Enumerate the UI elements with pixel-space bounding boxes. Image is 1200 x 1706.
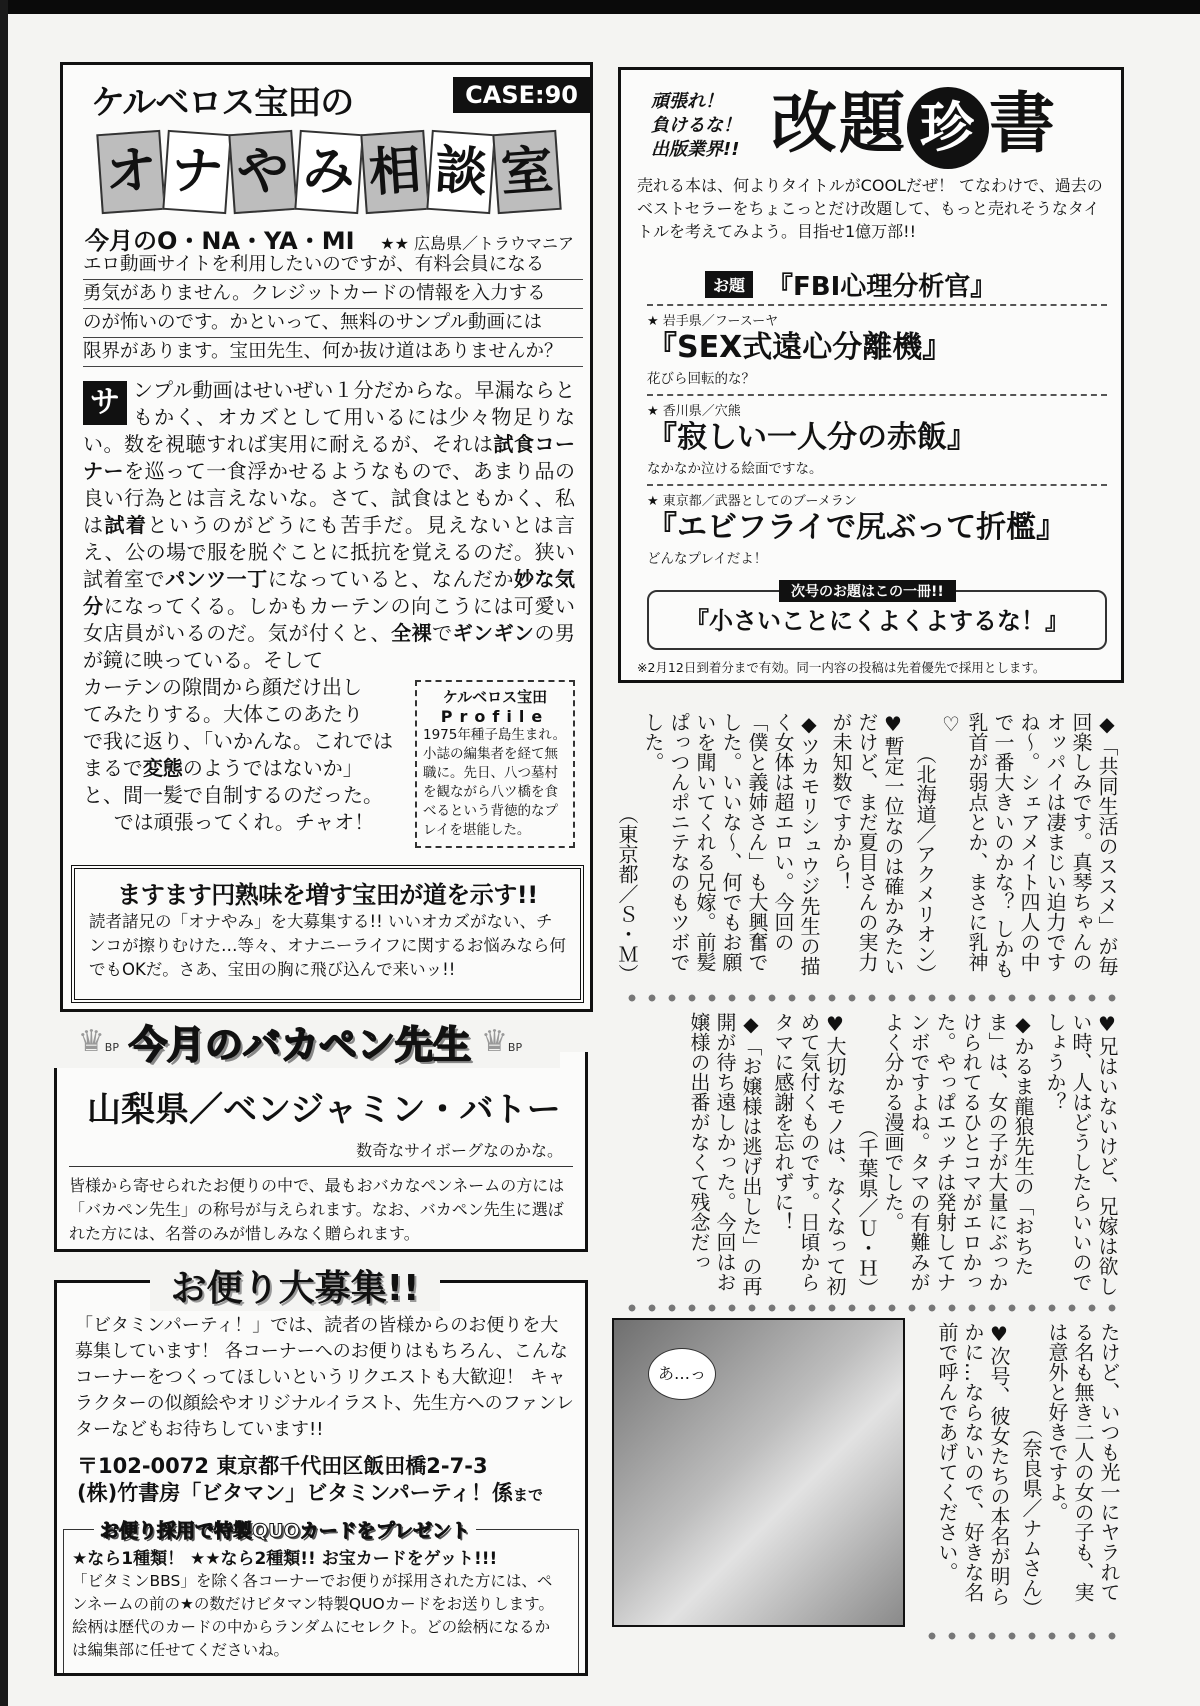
kaidai-intro: 売れる本は、何よりタイトルがCOOLだぜ！ てなわけで、過去のベストセラーをちょこっとだけ改題して、もっと売れそうなタイトルを考えてみよう。目指せ1億万部!! (637, 176, 1103, 241)
answer-segment: の男が鏡に映っている。そして (83, 621, 576, 672)
answer-emphasis: 試食コーナー (83, 432, 576, 483)
letter-text: ♥暫定一位なのは確かみたいだけど、まだ夏目さんの実力が未知数ですから！ (829, 712, 905, 976)
title-char: 珍 (907, 87, 989, 169)
letters-recruit-box (54, 1280, 588, 1676)
crown-icon: ♛BP (77, 1023, 119, 1059)
profile-box (415, 680, 575, 848)
reader-letter (854, 1012, 1036, 1298)
slogan-line: 頑張れ！ (651, 91, 723, 112)
answer-emphasis: 妙な気分 (83, 567, 576, 618)
dotted-divider (622, 994, 1122, 1002)
page-top-edge (0, 0, 1200, 14)
recruit-text: 読者諸兄の「オナやみ」を大募集する!! いいオカズがない、チンコが擦りむけた…等々、オナニーライフに関するお悩みなら何でもOKだ。さあ、宝田の胸に飛び込んで来いッ!! (89, 912, 566, 979)
answer-segment: というのがどうにも苦手だ。見えないとは言え、公の場で服を脱ぐことに抵抗を覚えるのだ。狭い試着室で (83, 513, 576, 591)
answer-line: と、間一髪で自制するのだった。 (83, 783, 383, 807)
question-line: 勇気がありません。クレジットカードの情報を入力する (83, 280, 583, 309)
reader-letters-block-3 (928, 1322, 1122, 1618)
bakapen-comment: 数奇なサイボーグなのかな。 (356, 1141, 563, 1160)
answer-initial: サ (83, 381, 127, 425)
mailing-address (77, 1453, 543, 1509)
theme-label: お題 (705, 271, 753, 298)
dotted-divider (922, 1632, 1122, 1640)
quo-description: 「ビタミンBBS」を除く各コーナーでお便りが採用された方には、ペンネームの前の★の数だけビタマン特製QUOカードをお送りします。絵柄は歴代のカードの中からランダムにセレクト。どの絵柄になるかは編集部に任せてくださいね。 (72, 1572, 554, 1659)
answer-emphasis: 変態 (142, 756, 183, 780)
answer-main (83, 377, 575, 674)
question-label: 今月のO・NA・YA・MI (85, 227, 355, 255)
title-char: 書 (989, 85, 1057, 162)
bakapen-box (54, 1052, 588, 1252)
slogan (651, 90, 741, 162)
entry-title: 『寂しい一人分の赤飯』 (647, 420, 977, 455)
answer-line: で我に返り、「いかんな。これでは (83, 729, 393, 753)
bakapen-winner: 山梨県／ベンジャミン・バトー (87, 1090, 561, 1130)
column-title (99, 127, 559, 217)
column-header: ケルベロス宝田の (91, 83, 354, 123)
title-char: 相 (360, 130, 429, 214)
slogan-line: 負けるな！ (651, 115, 741, 136)
letter-text: ◆ツカモリシュウジ先生の描く女体は超エロい。今回の「僕と義姉さん」も大興奮でした。いいな～、何でもお願いを聞いてくれる兄嫁。前髪ぱっつんポニテなのもツボでした。 (641, 712, 821, 976)
reader-letter (934, 1322, 1012, 1618)
letters-body: 「ビタミンパーティ！」では、読者の皆様からのお便りを大募集しています！ 各コーナーへのお便りはもちろん、こんなコーナーをつくってほしいというリクエストも大歓迎！ キャラクターの似顔絵やオリジナルイラスト、先生方へのファンレターなどもお待ちしています!! (75, 1315, 574, 1440)
answer-emphasis: ギンギン (452, 621, 535, 645)
answer-text (83, 377, 575, 836)
next-theme-title: 『小さいことにくよくよするな！』 (685, 607, 1069, 635)
entry-title: 『SEX式遠心分離機』 (647, 330, 953, 365)
bakapen-description: 皆様から寄せられたお便りの中で、最もおバカなペンネームの方には「バカペン先生」の称号が与えられます。なお、バカペン先生に選ばれた方には、名誉のみが惜しみなく贈られます。 (69, 1176, 565, 1243)
entry-author: ★ 東京都／武器としてのブーメラン (647, 494, 857, 509)
entry-author: ★ 香川県／穴熊 (647, 404, 741, 419)
letter-signature: （東京都／Ｓ・Ｍ） (615, 804, 639, 984)
title-char: 題 (839, 85, 907, 162)
answer-text-continued (83, 674, 575, 836)
answer-segment: まるで (83, 756, 143, 780)
answer-segment: のようではないか」 (182, 756, 363, 780)
question-line: エロ動画サイトを利用したいのですが、有料会員になる (83, 251, 583, 280)
recruit-title: ますます円熟味を増す宝田が道を示す!! (117, 881, 538, 909)
recruit-box (71, 865, 584, 1003)
reader-letter (614, 712, 822, 984)
title-char: 室 (492, 130, 561, 214)
answer-segment: になってくる。しかもカーテンの向こうには可愛い女店員がいるのだ。気が付くと、 (83, 594, 576, 645)
reader-letter (1018, 1322, 1122, 1618)
kaidai-title (771, 82, 1057, 169)
letters-title: お便り大募集!! (150, 1260, 440, 1311)
bakapen-title: 今月のバカペン先生 (128, 1022, 471, 1067)
entry-comment: なかなか泣ける絵面ですな。 (647, 461, 823, 477)
answer-line: てみたりする。大体このあたり (83, 702, 363, 726)
quo-title: お便り採用で特製QUOカードをプレゼント (94, 1516, 476, 1543)
entry-comment: どんなプレイだよ！ (647, 551, 768, 567)
speech-bubble: あ…っ (648, 1348, 716, 1400)
case-badge: CASE:90 (453, 77, 590, 113)
letter-text: ◆「共同生活のススメ」が毎回楽しみです。真琴ちゃんのオッパイは凄まじい迫力ですね～。シェアメイト四人の中で一番大きいのかな？ しかも乳首が弱点とか、まさに乳神♡ (939, 712, 1119, 979)
answer-segment: で (432, 621, 453, 645)
title-char: オ (96, 130, 165, 214)
profile-name: ケルベロス宝田 (442, 688, 548, 706)
answer-signoff: では頑張ってくれ。チャオ！ (113, 810, 375, 834)
onayami-consultation-box (60, 62, 593, 1012)
answer-line (83, 755, 405, 782)
answer-line: カーテンの隙間から顔だけ出し (83, 675, 362, 699)
answer-emphasis: パンツ一丁 (165, 567, 268, 591)
address-suffix: まで (513, 1486, 544, 1504)
theme-title: 『FBI心理分析官』 (767, 272, 997, 302)
next-theme (647, 584, 1107, 650)
manga-illustration (612, 1318, 905, 1627)
answer-segment: ンプル動画はせいぜい１分だからな。早漏ならともかく、オカズとして用いるには少々物足りない。数を視聴すれば実用に耐えるが、それは (83, 378, 575, 456)
profile-label: Profile (440, 707, 550, 726)
reader-letter (686, 1012, 764, 1298)
letter-text: ♥次号、彼女たちの本名が明らかに…ならないので、好きな名前で呼んであげてください。 (935, 1322, 1011, 1606)
next-theme-label: 次号のお題はこの一冊!! (779, 580, 956, 602)
question-text (83, 251, 583, 367)
entry (647, 394, 1107, 477)
reader-letter (828, 712, 906, 984)
address-line: 〒102-0072 東京都千代田区飯田橋2-7-3 (77, 1454, 488, 1478)
title-char: 改 (771, 85, 839, 162)
crown-badge: BP (104, 1040, 119, 1054)
letter-text: ◆「お嬢様は逃げ出した」の再開が待ち遠しかった。今回はお嬢様の出番がなくて残念だっ (687, 1012, 763, 1296)
question-author: ★★ 広島県／トラウマニア (380, 234, 574, 253)
footnote: ※2月12日到着分まで有効。同一内容の投稿は先着優先で採用とします。 (637, 660, 1046, 675)
reader-letters-block-1 (608, 712, 1120, 984)
reader-letter (770, 1012, 848, 1298)
title-char: 談 (426, 130, 495, 214)
answer-emphasis: 全裸 (391, 621, 433, 645)
entry-title: 『エビフライで尻ぶって折檻』 (647, 510, 1067, 545)
entry (647, 304, 1107, 387)
answer-emphasis: 試着 (104, 513, 148, 537)
letter-text: ♥兄はいないけど、兄嫁は欲しい時、人はどうしたらいいのでしょうか？ (1043, 1012, 1119, 1296)
bakapen-title-banner (40, 1014, 560, 1068)
quo-subtitle: ★なら1種類！ ★★なら2種類!! お宝カードをゲット!!! (72, 1549, 498, 1569)
letter-signature: （奈良県／ナムさん） (1019, 1418, 1043, 1618)
letter-signature: （北海道／アクメリオン） (913, 744, 937, 984)
reader-letter (912, 712, 1120, 984)
answer-segment: を巡って一食浮かせるようなもので、あまり品の良い行為とは言えないな。さて、試食はともかく、私は (83, 459, 575, 537)
letter-signature: （千葉県／Ｕ・Ｈ） (855, 1118, 879, 1298)
letter-text: ◆かるま龍狼先生の「おちたま」は、女の子が大量にぶっかけられてるひとコマがエロかった。やっぱエッチは発射してナンボですよね。タマの有難みがよく分かる漫画でした。 (881, 1012, 1035, 1292)
letter-text: ♥大切なモノは、なくなって初めて気付くものです。日頃からタマに感謝を忘れずに！ (771, 1012, 847, 1296)
question-line: 限界があります。宝田先生、何か抜け道はありませんか？ (83, 338, 583, 367)
answer-segment: になっていると、なんだか (267, 567, 514, 591)
letter-text: たけど、いつも光一にヤラれてる名も無き二人の女の子も、実は意外と好きですよ。 (1045, 1322, 1121, 1602)
entry (647, 484, 1107, 567)
reader-letters-block-2 (680, 1012, 1120, 1298)
kaidai-chinsho-box (618, 67, 1124, 683)
theme (705, 266, 996, 303)
dotted-divider (622, 1304, 1122, 1312)
reader-letter (1042, 1012, 1120, 1298)
profile-text: 1975年種子島生まれ。小誌の編集者を経て無職に。先日、八つ墓村を観ながら八ツ橋を食べるという背徳的なプレイを堪能した。 (423, 727, 567, 838)
entry-comment: 花びら回転的な？ (647, 371, 755, 387)
question-line: のが怖いのです。かといって、無料のサンプル動画には (83, 309, 583, 338)
crown-badge: BP (507, 1040, 523, 1054)
title-char: み (294, 130, 363, 214)
quo-present-box (63, 1520, 579, 1673)
crown-icon: ♛BP (481, 1023, 523, 1059)
page-left-edge (0, 0, 8, 1706)
entry-author: ★ 岩手県／フースーヤ (647, 314, 779, 329)
title-char: ナ (162, 130, 231, 214)
slogan-line: 出版業界!! (651, 139, 740, 160)
title-char: や (228, 130, 297, 214)
address-line: (株)竹書房「ビタマン」ビタミンパーティ！係 (77, 1481, 514, 1505)
divider (69, 1166, 573, 1167)
answer-lines (83, 674, 405, 836)
